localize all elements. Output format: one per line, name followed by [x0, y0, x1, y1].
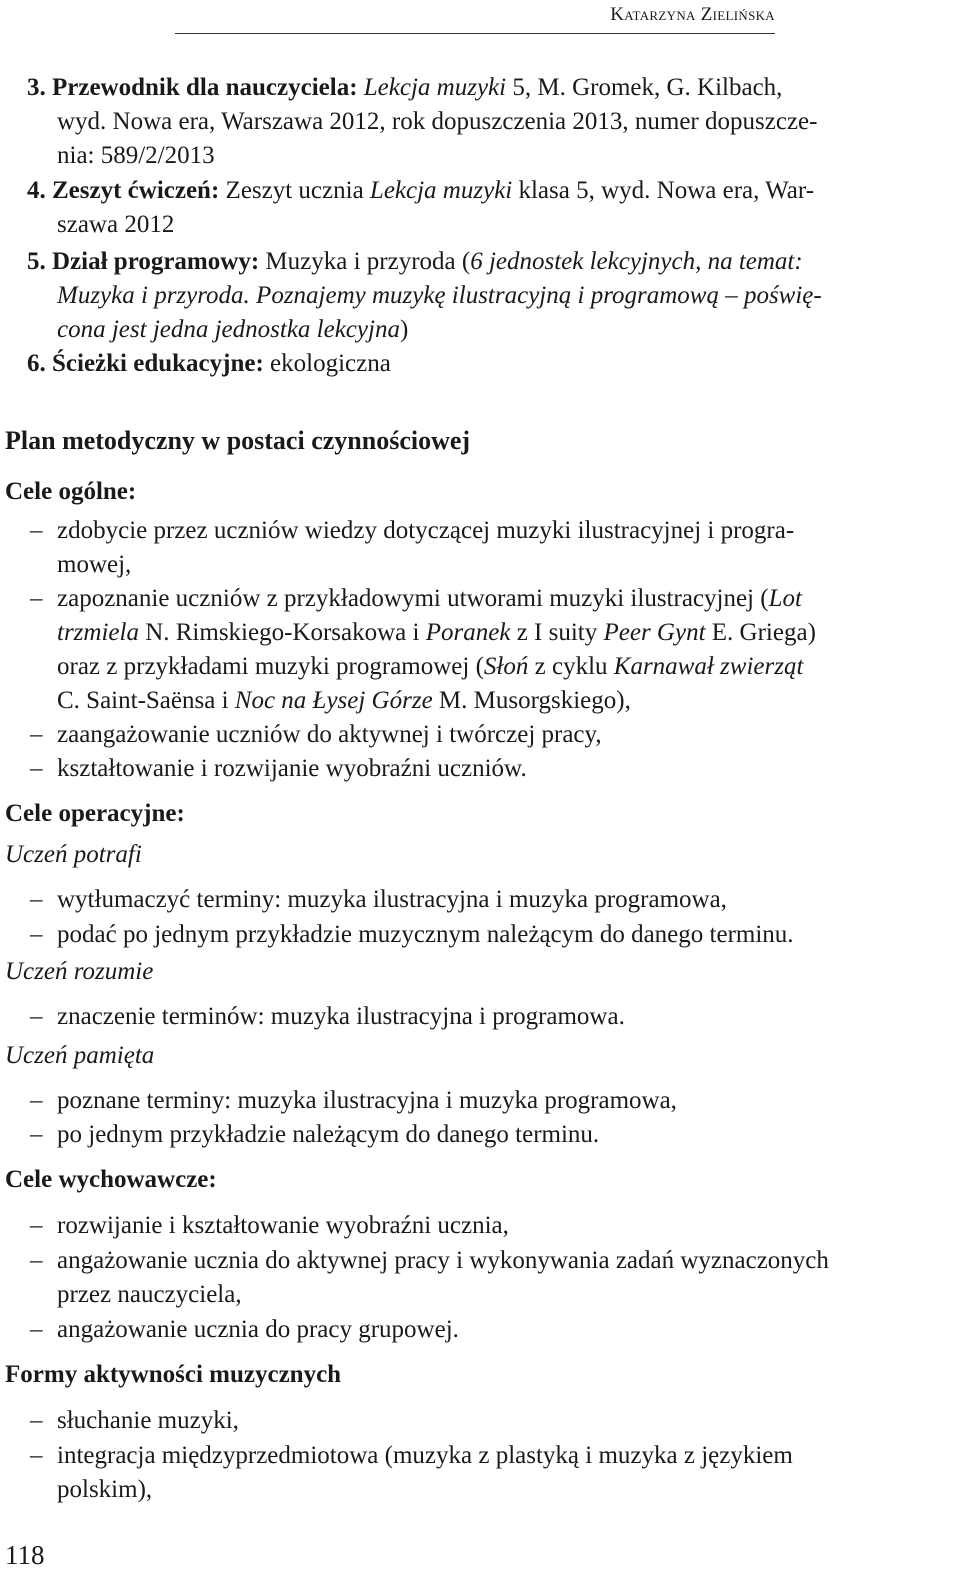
dash-bullet: –	[30, 1087, 43, 1114]
item-italic-line: Muzyka i przyroda. Poznajemy muzykę ilustracyjną i programową – poświę-	[57, 282, 822, 309]
item-label: Ścieżki edukacyjne:	[52, 350, 264, 377]
dash-bullet: –	[30, 1121, 43, 1148]
work-title: trzmiela	[57, 619, 139, 646]
list-text: poznane terminy: muzyka ilustracyjna i muzyka programowa,	[57, 1087, 677, 1114]
dash-bullet: –	[30, 755, 43, 782]
item-number: 4.	[27, 177, 46, 204]
dash-bullet: –	[30, 886, 43, 913]
list-text: integracja międzyprzedmiotowa (muzyka z plastyką i muzyka z językiem	[57, 1442, 793, 1469]
dash-bullet: –	[30, 1003, 43, 1030]
list-text: zapoznanie uczniów z przykładowymi utworami muzyki ilustracyjnej (	[57, 585, 769, 612]
list-item	[30, 718, 602, 752]
item-number: 5.	[27, 248, 46, 275]
item-label: Przewodnik dla nauczyciela:	[52, 74, 358, 101]
heading-cele-operacyjne: Cele operacyjne:	[5, 800, 185, 827]
list-item	[30, 1404, 239, 1438]
list-item	[30, 1000, 625, 1034]
list-text: przez nauczyciela,	[57, 1281, 242, 1308]
list-item	[30, 1084, 677, 1118]
list-text: słuchanie muzyki,	[57, 1407, 239, 1434]
item-text-line: szawa 2012	[57, 211, 175, 238]
dash-bullet: –	[30, 585, 43, 612]
item-text: klasa 5, wyd. Nowa era, War-	[518, 177, 815, 204]
list-text: po jednym przykładzie należącym do danego terminu.	[57, 1121, 600, 1148]
dash-bullet: –	[30, 517, 43, 544]
list-text: angażowanie ucznia do aktywnej pracy i wykonywania zadań wyznaczonych	[57, 1247, 829, 1274]
book-title: Lekcja muzyki	[363, 74, 507, 101]
list-text: C. Saint-Saënsa i	[57, 687, 235, 714]
list-item	[30, 1244, 829, 1278]
work-title: Słoń	[483, 653, 529, 680]
work-title: Peer Gynt	[603, 619, 706, 646]
item-text-line	[57, 313, 408, 347]
list-text: E. Griega)	[705, 619, 816, 646]
work-title: Karnawał zwierząt	[613, 653, 804, 680]
dash-bullet: –	[30, 721, 43, 748]
list-item	[30, 752, 527, 786]
numbered-item-4	[27, 174, 814, 208]
item-text: ekologiczna	[270, 350, 391, 377]
list-text: mowej,	[57, 551, 132, 578]
list-text: z I suity	[510, 619, 604, 646]
list-text: rozwijanie i kształtowanie wyobraźni ucznia,	[57, 1212, 509, 1239]
list-item	[30, 1313, 459, 1347]
subheading-pamieta: Uczeń pamięta	[5, 1042, 155, 1069]
item-italic-text: cona jest jedna jednostka lekcyjna	[57, 316, 400, 343]
work-title: Noc na Łysej Górze	[234, 687, 433, 714]
dash-bullet: –	[30, 1407, 43, 1434]
list-text: zaangażowanie uczniów do aktywnej i twórczej pracy,	[57, 721, 602, 748]
list-item	[30, 918, 794, 952]
heading-cele-wychowawcze: Cele wychowawcze:	[5, 1166, 217, 1193]
work-title: Poranek	[425, 619, 511, 646]
item-number: 3.	[27, 74, 46, 101]
heading-formy: Formy aktywności muzycznych	[5, 1361, 342, 1388]
closing-paren: )	[399, 316, 409, 343]
list-text: wytłumaczyć terminy: muzyka ilustracyjna i muzyka programowa,	[57, 886, 727, 913]
dash-bullet: –	[30, 1212, 43, 1239]
list-text: podać po jednym przykładzie muzycznym należącym do danego terminu.	[57, 921, 794, 948]
list-text: zdobycie przez uczniów wiedzy dotyczącej muzyki ilustracyjnej i progra-	[57, 517, 795, 544]
item-label: Dział programowy:	[52, 248, 260, 275]
subheading-potrafi: Uczeń potrafi	[5, 841, 142, 868]
item-italic-text: 6 jednostek lekcyjnych, na temat:	[470, 248, 803, 275]
heading-cele-ogolne: Cele ogólne:	[5, 478, 137, 505]
list-text: M. Musorgskiego),	[432, 687, 631, 714]
dash-bullet: –	[30, 1247, 43, 1274]
item-label: Zeszyt ćwiczeń:	[52, 177, 220, 204]
item-text: Muzyka i przyroda (	[265, 248, 471, 275]
list-item	[30, 1209, 509, 1243]
list-item	[30, 1439, 793, 1473]
list-text: polskim),	[57, 1476, 153, 1503]
list-item	[30, 1118, 599, 1152]
list-text	[57, 650, 803, 684]
list-item	[30, 582, 802, 616]
header-rule	[175, 33, 775, 34]
dash-bullet: –	[30, 921, 43, 948]
item-text-line: nia: 589/2/2013	[57, 142, 215, 169]
book-title: Lekcja muzyki	[369, 177, 513, 204]
section-title: Plan metodyczny w postaci czynnościowej	[5, 426, 471, 455]
list-text: oraz z przykładami muzyki programowej (	[57, 653, 484, 680]
list-text: N. Rimskiego-Korsakowa i	[138, 619, 426, 646]
numbered-item-6	[27, 347, 391, 381]
numbered-item-3	[27, 71, 782, 105]
item-number: 6.	[27, 350, 46, 377]
page-number: 118	[5, 1540, 45, 1570]
list-text: znaczenie terminów: muzyka ilustracyjna i programowa.	[57, 1003, 625, 1030]
list-text: angażowanie ucznia do pracy grupowej.	[57, 1316, 459, 1343]
list-item	[30, 883, 727, 917]
subheading-rozumie: Uczeń rozumie	[5, 958, 154, 985]
item-text: 5, M. Gromek, G. Kilbach,	[512, 74, 783, 101]
list-text	[57, 616, 816, 650]
work-title: Lot	[768, 585, 802, 612]
item-text: Zeszyt ucznia	[225, 177, 364, 204]
dash-bullet: –	[30, 1316, 43, 1343]
dash-bullet: –	[30, 1442, 43, 1469]
list-item	[30, 514, 794, 548]
list-text	[57, 684, 631, 718]
item-text-line: wyd. Nowa era, Warszawa 2012, rok dopuszczenia 2013, numer dopuszcze-	[57, 108, 818, 135]
numbered-item-5	[27, 245, 803, 279]
running-head: Katarzyna Zielińska	[610, 4, 775, 25]
list-text: z cyklu	[528, 653, 614, 680]
list-text: kształtowanie i rozwijanie wyobraźni uczniów.	[57, 755, 527, 782]
